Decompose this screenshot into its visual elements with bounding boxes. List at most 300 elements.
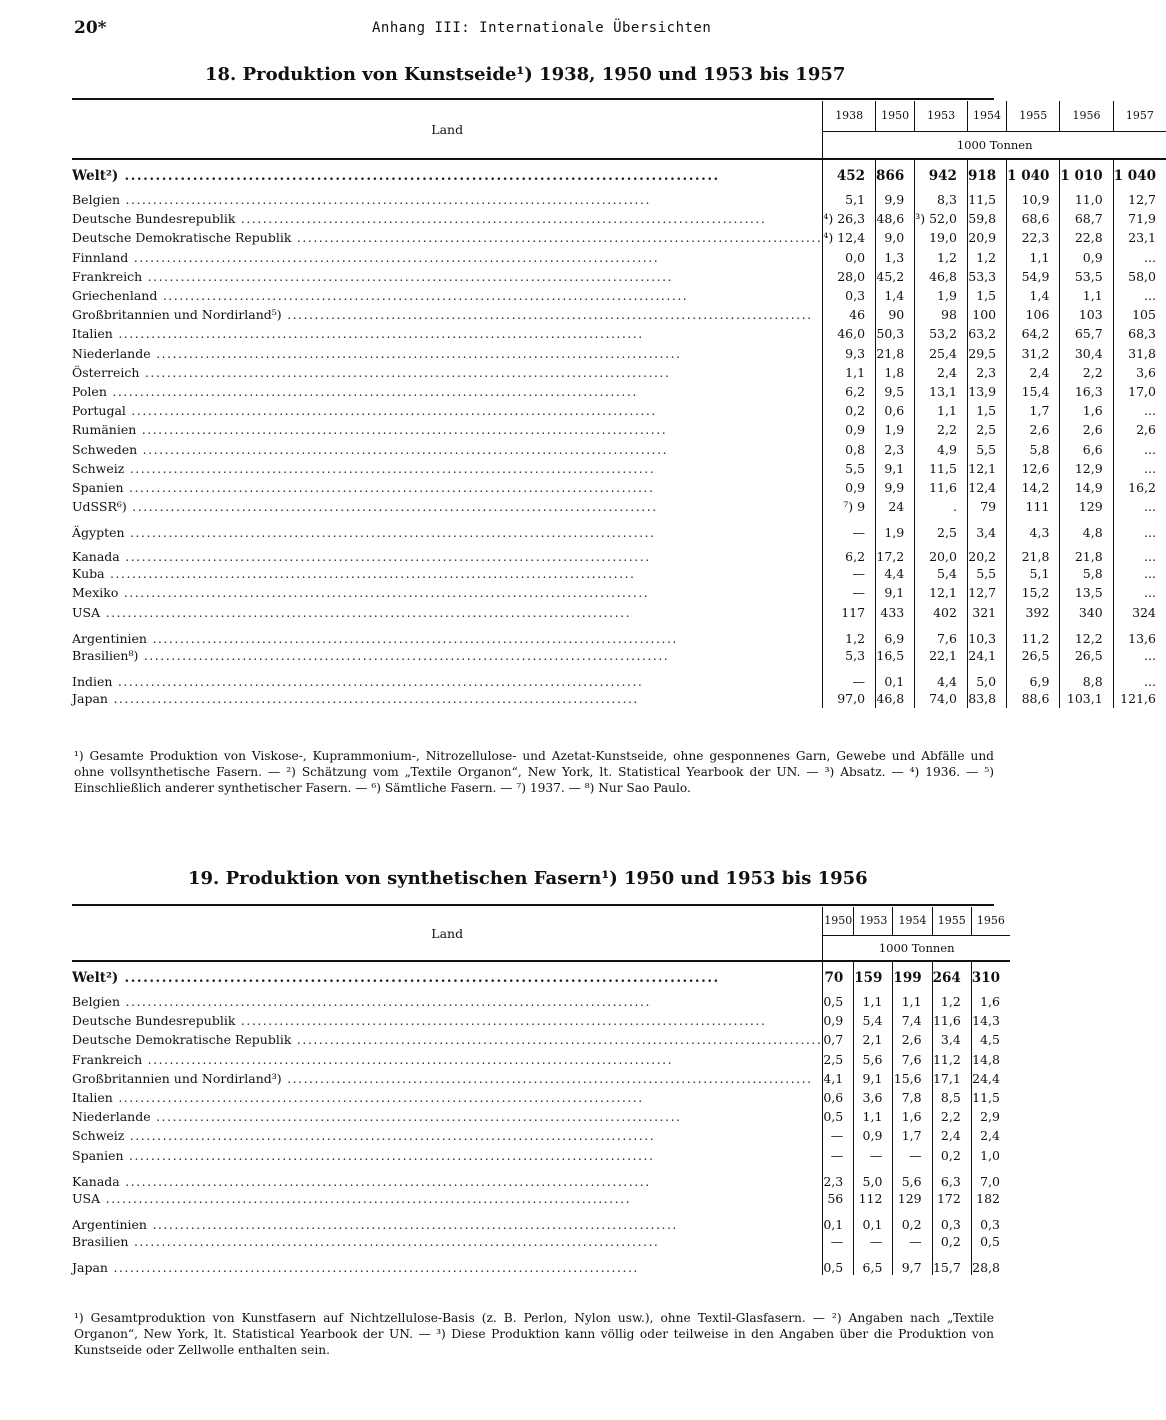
value-cell: 46,8 [915, 267, 968, 286]
value-cell: 12,4 [967, 478, 1006, 497]
value-cell: 26,5 [1007, 646, 1060, 665]
value-cell: 1,6 [1060, 401, 1113, 420]
value-cell: 58,0 [1113, 267, 1166, 286]
country-label: Deutsche Demokratische Republik ..... [72, 228, 823, 247]
table-row [72, 516, 1166, 540]
value-cell: 53,2 [915, 324, 968, 343]
table-row [72, 401, 1166, 420]
value-cell: 2,1 [854, 1030, 893, 1049]
country-label: Frankreich ..... [72, 267, 823, 286]
value-cell: 2,6 [1060, 420, 1113, 439]
value-cell: 2,4 [971, 1126, 1010, 1145]
value-cell: 12,1 [967, 459, 1006, 478]
table19-year-header: 1956 [971, 907, 1010, 935]
value-cell: 88,6 [1007, 689, 1060, 708]
value-cell: 433 [876, 603, 915, 622]
value-cell: 20,0 [915, 540, 968, 564]
value-cell: 1,2 [915, 248, 968, 267]
table-row [72, 344, 1166, 363]
value-cell: 2,3 [876, 439, 915, 458]
country-label: Mexiko ..... [72, 583, 823, 602]
value-cell: 64,2 [1007, 324, 1060, 343]
value-cell: ⁴) 12,4 [823, 228, 876, 247]
value-cell: 0,3 [823, 286, 876, 305]
table-row [72, 992, 1010, 1011]
value-cell: — [854, 1146, 893, 1165]
value-cell: — [823, 1126, 854, 1145]
value-cell: 0,6 [823, 1088, 854, 1107]
value-cell: 1,6 [971, 992, 1010, 1011]
table19-top-rule [72, 904, 994, 906]
table-row [72, 1126, 1010, 1145]
value-cell: ... [1113, 665, 1166, 689]
value-cell: 2,5 [823, 1050, 854, 1069]
value-cell: 25,4 [915, 344, 968, 363]
value-cell: 4,8 [1060, 516, 1113, 540]
value-cell: 2,6 [1007, 420, 1060, 439]
table19-year-header: 1953 [854, 907, 893, 935]
value-cell: . [915, 497, 968, 516]
value-cell: 16,2 [1113, 478, 1166, 497]
table-row [72, 665, 1166, 689]
value-cell: 2,2 [932, 1107, 971, 1126]
country-label: Kuba ..... [72, 564, 823, 583]
value-cell: 14,2 [1007, 478, 1060, 497]
country-label: USA ..... [72, 1189, 823, 1208]
value-cell: 5,5 [967, 439, 1006, 458]
value-cell: 15,4 [1007, 382, 1060, 401]
value-cell: 1,4 [876, 286, 915, 305]
value-cell: 5,6 [893, 1165, 932, 1189]
value-cell: 100 [967, 305, 1006, 324]
value-cell: 13,5 [1060, 583, 1113, 602]
running-head: Anhang III: Internationale Übersichten [372, 20, 712, 36]
table-row [72, 1107, 1010, 1126]
value-cell: 59,8 [967, 209, 1006, 228]
value-cell: — [854, 1232, 893, 1251]
value-cell: 3,4 [967, 516, 1006, 540]
table18-year-header: 1938 [835, 109, 864, 123]
value-cell: 22,1 [915, 646, 968, 665]
table19-year-header: 1950 [824, 914, 853, 928]
table-row [72, 190, 1166, 209]
value-cell: 2,2 [1060, 363, 1113, 382]
value-cell: 452 [823, 159, 876, 190]
value-cell: 11,5 [971, 1088, 1010, 1107]
value-cell: 2,4 [932, 1126, 971, 1145]
table-row [72, 1165, 1010, 1189]
value-cell: — [823, 665, 876, 689]
value-cell: 19,0 [915, 228, 968, 247]
value-cell: 4,4 [876, 564, 915, 583]
value-cell: 30,4 [1060, 344, 1113, 363]
value-cell: 0,2 [893, 1208, 932, 1232]
value-cell: 0,2 [932, 1232, 971, 1251]
value-cell: 129 [893, 1189, 932, 1208]
value-cell: 117 [823, 603, 876, 622]
value-cell: 12,2 [1060, 622, 1113, 646]
value-cell: 5,5 [823, 459, 876, 478]
value-cell: 15,7 [932, 1251, 971, 1275]
value-cell: 321 [967, 603, 1006, 622]
value-cell: 79 [967, 497, 1006, 516]
value-cell: 182 [971, 1189, 1010, 1208]
table-row [72, 1189, 1010, 1208]
value-cell: 71,9 [1113, 209, 1166, 228]
country-label: Schweden ..... [72, 439, 823, 458]
value-cell: 4,1 [823, 1069, 854, 1088]
value-cell: 1,5 [967, 286, 1006, 305]
value-cell: 13,1 [915, 382, 968, 401]
value-cell: 13,9 [967, 382, 1006, 401]
value-cell: 1,1 [1007, 248, 1060, 267]
value-cell: 17,0 [1113, 382, 1166, 401]
country-label: Argentinien ..... [72, 1208, 823, 1232]
value-cell: 0,1 [876, 665, 915, 689]
value-cell: ... [1113, 540, 1166, 564]
table-row [72, 209, 1166, 228]
country-label: Rumänien ..... [72, 420, 823, 439]
value-cell: 7,8 [893, 1088, 932, 1107]
value-cell: 74,0 [915, 689, 968, 708]
table-row [72, 1146, 1010, 1165]
country-label: Italien ..... [72, 324, 823, 343]
value-cell: 111 [1007, 497, 1060, 516]
value-cell: 50,3 [876, 324, 915, 343]
value-cell: — [893, 1146, 932, 1165]
table-row [72, 439, 1166, 458]
value-cell: ⁷) 9 [823, 497, 876, 516]
value-cell: 0,8 [823, 439, 876, 458]
value-cell: 0,1 [854, 1208, 893, 1232]
value-cell: 12,7 [967, 583, 1006, 602]
country-label: Polen ..... [72, 382, 823, 401]
value-cell: 264 [932, 961, 971, 992]
value-cell: 2,3 [823, 1165, 854, 1189]
value-cell: 1,2 [932, 992, 971, 1011]
value-cell: 9,5 [876, 382, 915, 401]
value-cell: 8,5 [932, 1088, 971, 1107]
value-cell: 4,9 [915, 439, 968, 458]
table-row [72, 459, 1166, 478]
value-cell: 26,5 [1060, 646, 1113, 665]
value-cell: — [823, 1146, 854, 1165]
table-row [72, 961, 1010, 992]
value-cell: 121,6 [1113, 689, 1166, 708]
country-label: Kanada ..... [72, 1165, 823, 1189]
value-cell: 0,9 [823, 478, 876, 497]
value-cell: 15,2 [1007, 583, 1060, 602]
table-row [72, 1232, 1010, 1251]
table19-footnote: ¹) Gesamtproduktion von Kunstfasern auf Nichtzellulose-Basis (z. B. Perlon, Nylon usw.), ohne Textil-Glasfasern. — ²) Angaben nach „Textile Organon“, New York, lt. Statistical Yearbook der UN. — ³) Diese Produktion kann völlig oder teilweise in den Angaben über die Produktion von Kunstseide oder Zellwolle enthalten sein. [74, 1311, 994, 1357]
value-cell: 20,9 [967, 228, 1006, 247]
value-cell: 2,6 [893, 1030, 932, 1049]
value-cell: 0,2 [932, 1146, 971, 1165]
country-label: Spanien ..... [72, 478, 823, 497]
value-cell: 1,1 [854, 992, 893, 1011]
value-cell: 2,3 [967, 363, 1006, 382]
value-cell: 20,2 [967, 540, 1006, 564]
table18-year-header: 1953 [915, 101, 968, 131]
value-cell: — [823, 1232, 854, 1251]
value-cell: 24,1 [967, 646, 1006, 665]
table-row [72, 1208, 1010, 1232]
value-cell: ... [1113, 248, 1166, 267]
value-cell: ... [1113, 401, 1166, 420]
value-cell: 0,2 [823, 401, 876, 420]
value-cell: 5,4 [915, 564, 968, 583]
value-cell: 1,5 [967, 401, 1006, 420]
table-row [72, 583, 1166, 602]
value-cell: 129 [1060, 497, 1113, 516]
value-cell: 1,1 [915, 401, 968, 420]
table18-year-header: 1955 [1007, 101, 1060, 131]
value-cell: 12,9 [1060, 459, 1113, 478]
value-cell: 1 040 [1113, 159, 1166, 190]
country-label: Schweiz ..... [72, 1126, 823, 1145]
value-cell: 12,1 [915, 583, 968, 602]
value-cell: 12,7 [1113, 190, 1166, 209]
value-cell: 16,5 [876, 646, 915, 665]
value-cell: 866 [876, 159, 915, 190]
value-cell: 63,2 [967, 324, 1006, 343]
table-row [72, 689, 1166, 708]
table18-year-header: 1956 [1060, 101, 1113, 131]
table-row [72, 159, 1166, 190]
value-cell: 29,5 [967, 344, 1006, 363]
value-cell: 3,6 [1113, 363, 1166, 382]
value-cell: 9,1 [854, 1069, 893, 1088]
country-label: UdSSR⁶) ..... [72, 497, 823, 516]
value-cell: ... [1113, 439, 1166, 458]
value-cell: 7,4 [893, 1011, 932, 1030]
value-cell: 31,2 [1007, 344, 1060, 363]
value-cell: 17,1 [932, 1069, 971, 1088]
value-cell: 0,1 [823, 1208, 854, 1232]
value-cell: 48,6 [876, 209, 915, 228]
value-cell: — [823, 516, 876, 540]
value-cell: 918 [967, 159, 1006, 190]
table18-top-rule [72, 98, 994, 100]
value-cell: 22,3 [1007, 228, 1060, 247]
country-label: Deutsche Bundesrepublik ..... [72, 1011, 823, 1030]
country-label: Welt²) ..... [72, 159, 823, 190]
table-row [72, 286, 1166, 305]
value-cell: 15,6 [893, 1069, 932, 1088]
value-cell: 7,6 [893, 1050, 932, 1069]
value-cell: 1,2 [823, 622, 876, 646]
value-cell: 105 [1113, 305, 1166, 324]
table-row [72, 248, 1166, 267]
value-cell: 159 [854, 961, 893, 992]
value-cell: 106 [1007, 305, 1060, 324]
country-label: Niederlande ..... [72, 1107, 823, 1126]
value-cell: 68,3 [1113, 324, 1166, 343]
value-cell: 1,1 [823, 363, 876, 382]
value-cell: 0,5 [971, 1232, 1010, 1251]
value-cell: 5,8 [1007, 439, 1060, 458]
table-row [72, 420, 1166, 439]
value-cell: 5,8 [1060, 564, 1113, 583]
page-number: 20* [74, 18, 107, 38]
value-cell: 9,7 [893, 1251, 932, 1275]
value-cell: 5,1 [1007, 564, 1060, 583]
value-cell: ... [1113, 564, 1166, 583]
value-cell: 2,6 [1113, 420, 1166, 439]
country-label: Niederlande ..... [72, 344, 823, 363]
value-cell: 28,8 [971, 1251, 1010, 1275]
value-cell: 14,3 [971, 1011, 1010, 1030]
value-cell: 7,0 [971, 1165, 1010, 1189]
country-label: Indien ..... [72, 665, 823, 689]
country-label: Großbritannien und Nordirland³) ..... [72, 1069, 823, 1088]
value-cell: 22,8 [1060, 228, 1113, 247]
table-row [72, 1088, 1010, 1107]
country-label: Brasilien ..... [72, 1232, 823, 1251]
table18-footnote: ¹) Gesamte Produktion von Viskose-, Kuprammonium-, Nitrozellulose- und Azetat-Kunstseide, ohne gesponnenes Garn, Gewebe und Abfälle und ohne vollsynthetische Fasern. — ²) Schätzung vom „Textile Organon“, New York, lt. Statistical Yearbook der UN. — ³) Absatz. — ⁴) 1936. — ⁵) Einschließlich anderer synthetischer Fasern. — ⁶) Sämtliche Fasern. — ⁷) 1937. — ⁸) Nur Sao Paulo. [74, 749, 994, 795]
value-cell: 3,6 [854, 1088, 893, 1107]
value-cell: 54,9 [1007, 267, 1060, 286]
value-cell: 8,3 [915, 190, 968, 209]
country-label: Spanien ..... [72, 1146, 823, 1165]
country-label: Griechenland ..... [72, 286, 823, 305]
value-cell: 0,5 [823, 1251, 854, 1275]
country-label: Brasilien⁸) ..... [72, 646, 823, 665]
value-cell: 1,7 [1007, 401, 1060, 420]
value-cell: 2,5 [915, 516, 968, 540]
value-cell: 4,5 [971, 1030, 1010, 1049]
country-label: Japan ..... [72, 689, 823, 708]
table18-land-header: Land [72, 101, 823, 159]
value-cell: ... [1113, 497, 1166, 516]
value-cell: — [823, 583, 876, 602]
value-cell: 1 040 [1007, 159, 1060, 190]
value-cell: 9,0 [876, 228, 915, 247]
value-cell: 1,2 [967, 248, 1006, 267]
value-cell: 2,2 [915, 420, 968, 439]
value-cell: 5,1 [823, 190, 876, 209]
value-cell: 5,0 [854, 1165, 893, 1189]
value-cell: 5,4 [854, 1011, 893, 1030]
value-cell: 172 [932, 1189, 971, 1208]
value-cell: 24 [876, 497, 915, 516]
value-cell: 28,0 [823, 267, 876, 286]
value-cell: 392 [1007, 603, 1060, 622]
value-cell: 10,9 [1007, 190, 1060, 209]
value-cell: 0,3 [971, 1208, 1010, 1232]
value-cell: 21,8 [1060, 540, 1113, 564]
table18-year-header: 1954 [967, 101, 1006, 131]
value-cell: 2,5 [967, 420, 1006, 439]
value-cell: 9,1 [876, 459, 915, 478]
value-cell: 14,9 [1060, 478, 1113, 497]
value-cell: 2,4 [1007, 363, 1060, 382]
value-cell: ... [1113, 583, 1166, 602]
value-cell: 65,7 [1060, 324, 1113, 343]
value-cell: 46 [823, 305, 876, 324]
table-row [72, 497, 1166, 516]
value-cell: 5,5 [967, 564, 1006, 583]
value-cell: 9,9 [876, 190, 915, 209]
value-cell: 16,3 [1060, 382, 1113, 401]
value-cell: 98 [915, 305, 968, 324]
value-cell: 90 [876, 305, 915, 324]
table18 [72, 101, 1166, 708]
value-cell: 53,5 [1060, 267, 1113, 286]
table-row [72, 305, 1166, 324]
table-row [72, 622, 1166, 646]
value-cell: 1 010 [1060, 159, 1113, 190]
value-cell: 45,2 [876, 267, 915, 286]
value-cell: 324 [1113, 603, 1166, 622]
value-cell: 1,1 [893, 992, 932, 1011]
value-cell: 6,6 [1060, 439, 1113, 458]
country-label: Deutsche Bundesrepublik ..... [72, 209, 823, 228]
value-cell: 1,0 [971, 1146, 1010, 1165]
value-cell: 1,4 [1007, 286, 1060, 305]
country-label: Portugal ..... [72, 401, 823, 420]
value-cell: ³) 52,0 [915, 209, 968, 228]
value-cell: 6,2 [823, 540, 876, 564]
value-cell: 0,5 [823, 992, 854, 1011]
value-cell: 1,1 [854, 1107, 893, 1126]
country-label: USA ..... [72, 603, 823, 622]
value-cell: 199 [893, 961, 932, 992]
table19-unit: 1000 Tonnen [823, 935, 1010, 961]
value-cell: 1,6 [893, 1107, 932, 1126]
value-cell: 21,8 [876, 344, 915, 363]
value-cell: 11,5 [915, 459, 968, 478]
value-cell: 11,2 [932, 1050, 971, 1069]
value-cell: 112 [854, 1189, 893, 1208]
value-cell: 83,8 [967, 689, 1006, 708]
table18-unit: 1000 Tonnen [823, 131, 1166, 159]
country-label: Japan ..... [72, 1251, 823, 1275]
value-cell: 402 [915, 603, 968, 622]
table-row [72, 1050, 1010, 1069]
value-cell: 14,8 [971, 1050, 1010, 1069]
value-cell: 0,5 [823, 1107, 854, 1126]
value-cell: ... [1113, 459, 1166, 478]
table-row [72, 603, 1166, 622]
country-label: Deutsche Demokratische Republik ..... [72, 1030, 823, 1049]
value-cell: 46,0 [823, 324, 876, 343]
value-cell: 5,3 [823, 646, 876, 665]
country-label: Österreich ..... [72, 363, 823, 382]
table-row [72, 382, 1166, 401]
value-cell: 0,9 [854, 1126, 893, 1145]
value-cell: 1,7 [893, 1126, 932, 1145]
value-cell: 97,0 [823, 689, 876, 708]
value-cell: 12,6 [1007, 459, 1060, 478]
value-cell: 310 [971, 961, 1010, 992]
table18-title: 18. Produktion von Kunstseide¹) 1938, 1950 und 1953 bis 1957 [205, 64, 846, 85]
value-cell: 0,9 [823, 420, 876, 439]
country-label: Welt²) ..... [72, 961, 823, 992]
value-cell: 11,0 [1060, 190, 1113, 209]
table19-year-header: 1955 [932, 907, 971, 935]
value-cell: 1,8 [876, 363, 915, 382]
value-cell: 56 [823, 1189, 854, 1208]
table-row [72, 540, 1166, 564]
table-row [72, 267, 1166, 286]
value-cell: 0,9 [823, 1011, 854, 1030]
value-cell: ⁴) 26,3 [823, 209, 876, 228]
table-row [72, 564, 1166, 583]
table-row [72, 478, 1166, 497]
value-cell: ... [1113, 286, 1166, 305]
value-cell: 11,6 [932, 1011, 971, 1030]
